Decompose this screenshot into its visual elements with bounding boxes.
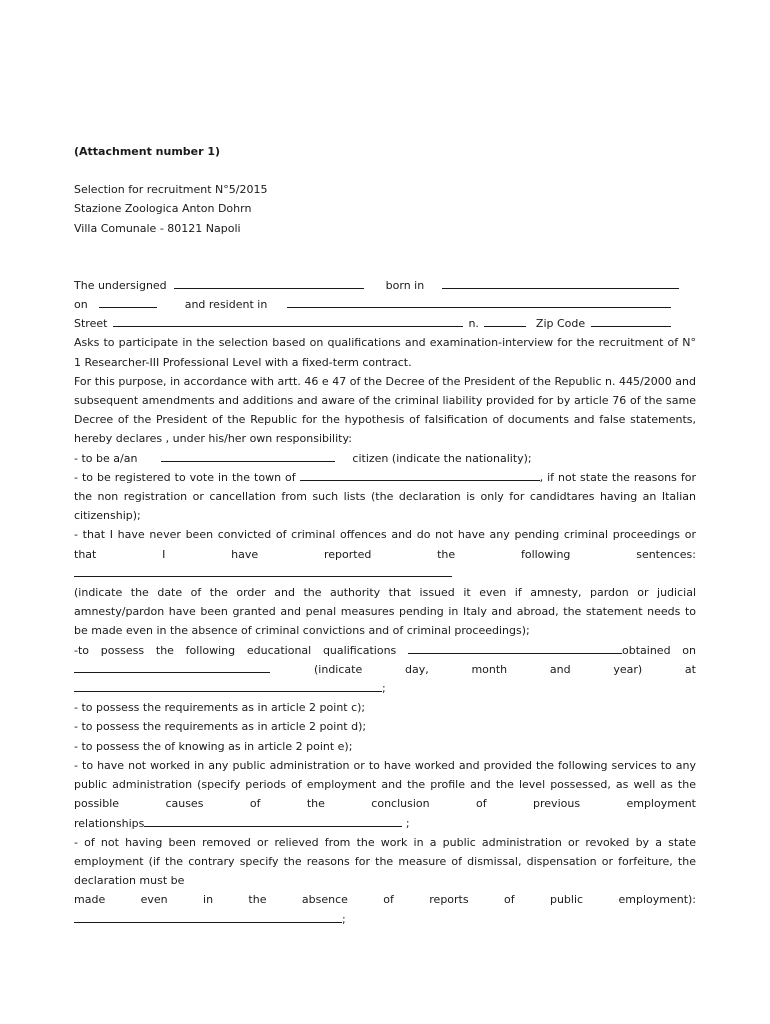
form-line-on [74, 295, 696, 314]
form-line-undersigned [74, 276, 696, 295]
final-line [74, 910, 696, 929]
final-semicolon: ; [342, 912, 346, 926]
undersigned-blank[interactable] [174, 276, 364, 289]
final-blank[interactable] [74, 910, 342, 923]
purpose-paragraph: For this purpose, in accordance with artt. 46 e 47 of the Decree of the President of the Republic n. 445/2000 and subsequent amendments and additions and aware of the criminal liability provided for by article 76 of the same Decree of the President of the Republic for the hypothesis of falsification of documents and false statements, hereby declares , under his/her own responsibility: [74, 374, 696, 446]
born-in-blank[interactable] [442, 276, 679, 289]
to-be-line [74, 449, 696, 468]
on-label: on [74, 298, 88, 312]
born-in-label: born in [385, 278, 425, 292]
vote-suffix: , if not state the reasons for the non registration or cancellation from such lists (the declaration is only for candidtares having an Italian citizenship); [74, 470, 697, 523]
qualification-blank[interactable] [408, 641, 622, 654]
document-body [74, 142, 696, 929]
relationships-label: relationships [74, 816, 145, 830]
number-blank[interactable] [484, 314, 526, 327]
qualifications-prefix: -to possess the following educational qualifications [74, 643, 397, 657]
vote-town-blank[interactable] [300, 468, 540, 481]
req-c: - to possess the requirements as in article 2 point c); [74, 701, 366, 715]
header-institution: Stazione Zoologica Anton Dohrn [74, 202, 252, 216]
on-date-blank[interactable] [99, 295, 157, 308]
to-be-suffix: citizen (indicate the nationality); [352, 451, 532, 465]
req-e: - to possess the of knowing as in article 2 point e); [74, 739, 353, 753]
street-label: Street [74, 317, 108, 331]
form-line-street [74, 314, 696, 333]
indicate-day-text: (indicate day, month and year) at [314, 662, 696, 676]
institution-blank[interactable] [74, 679, 382, 692]
not-worked-paragraph: - to have not worked in any public administration or to have worked and provided the following services to any public administration (specify periods of employment and the profile and the level possessed, as well as the possible causes of the conclusion of previous employment [74, 758, 696, 811]
zip-label: Zip Code [535, 317, 586, 331]
institution-semicolon: ; [382, 682, 386, 696]
resident-label: and resident in [184, 298, 268, 312]
obtained-on-label: obtained on [622, 643, 696, 657]
street-blank[interactable] [113, 314, 463, 327]
qualifications-line [74, 641, 696, 660]
number-label: n. [468, 317, 479, 331]
resident-blank[interactable] [287, 295, 671, 308]
undersigned-label: The undersigned [74, 278, 167, 292]
relationships-end: ; [402, 816, 410, 830]
nationality-blank[interactable] [161, 449, 335, 462]
institution-line [74, 679, 696, 698]
qualification-date-blank[interactable] [74, 660, 270, 673]
attachment-title: (Attachment number 1) [74, 145, 221, 158]
qualification-date-line [74, 660, 696, 679]
to-be-prefix: - to be a/an [74, 451, 138, 465]
convicted-paragraph: - that I have never been convicted of criminal offences and do not have any pending criminal proceedings or that I have reported the following sentences: [74, 528, 696, 561]
header-address: Villa Comunale - 80121 Napoli [74, 221, 241, 235]
not-removed-paragraph: - of not having been removed or relieved from the work in a public administration or revoked by a state employment (if the contrary specify the reasons for the measure of dismissal, dispensation or forfeiture, the declaration must be [74, 835, 696, 888]
vote-prefix: - to be registered to vote in the town of [74, 470, 296, 484]
header-selection: Selection for recruitment N°5/2015 [74, 183, 268, 197]
relationships-blank[interactable] [144, 814, 402, 827]
sentences-line [74, 564, 696, 583]
sentences-blank[interactable] [74, 564, 452, 577]
vote-paragraph [74, 468, 696, 526]
made-even-line: made even in the absence of reports of public employment): [74, 893, 696, 907]
relationships-line [74, 814, 696, 833]
indicate-date-paragraph: (indicate the date of the order and the authority that issued it even if amnesty, pardon or judicial amnesty/pardon have been granted and penal measures pending in Italy and abroad, the statement needs to be made even in the absence of criminal convictions and of criminal proceedings); [74, 586, 696, 638]
zip-blank[interactable] [591, 314, 671, 327]
req-d: - to possess the requirements as in article 2 point d); [74, 720, 367, 734]
asks-paragraph: Asks to participate in the selection based on qualifications and examination-interview for the recruitment of N° 1 Researcher-III Professional Level with a fixed-term contract. [74, 336, 696, 369]
